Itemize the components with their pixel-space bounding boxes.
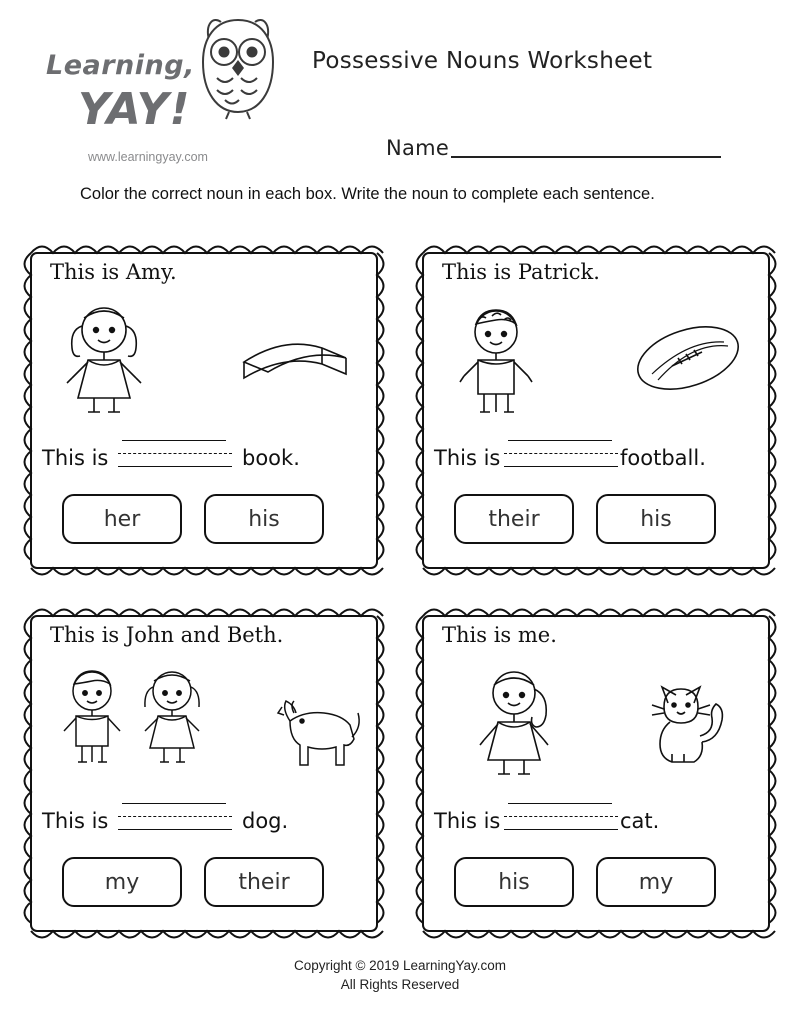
exercise-card-3 xyxy=(14,601,394,946)
name-field-row xyxy=(386,136,721,160)
choice-option-2[interactable]: my xyxy=(596,857,716,907)
card-content xyxy=(424,254,768,567)
boy-icon xyxy=(460,310,532,412)
card-illustration xyxy=(436,296,756,424)
card-prompt: This is me. xyxy=(442,623,557,647)
copyright-text: Copyright © 2019 LearningYay.com xyxy=(293,958,507,973)
sentence-prefix: This is xyxy=(434,446,501,470)
logo-word-yay: YAY! xyxy=(78,84,191,135)
choice-option-1[interactable]: their xyxy=(454,494,574,544)
sentence-suffix: cat. xyxy=(620,809,660,833)
sentence-prefix: This is xyxy=(42,809,109,833)
choice-row xyxy=(438,857,758,915)
book-icon xyxy=(244,344,346,378)
boy-icon xyxy=(64,671,120,762)
card-content xyxy=(32,617,376,930)
logo-word-learning: Learning, xyxy=(46,50,195,81)
dog-icon xyxy=(278,701,359,765)
choice-option-1[interactable]: her xyxy=(62,494,182,544)
choice-option-2[interactable]: his xyxy=(596,494,716,544)
answer-blank[interactable] xyxy=(118,799,234,833)
site-logo xyxy=(40,12,290,177)
card-prompt: This is Patrick. xyxy=(442,260,600,284)
choice-option-1[interactable]: my xyxy=(62,857,182,907)
card-illustration xyxy=(44,296,364,424)
choice-row xyxy=(46,494,366,552)
cat-icon xyxy=(652,687,722,762)
fill-in-sentence xyxy=(40,438,370,478)
fill-in-sentence xyxy=(432,438,762,478)
sentence-prefix: This is xyxy=(42,446,109,470)
card-content xyxy=(32,254,376,567)
choice-row xyxy=(438,494,758,552)
card-illustration xyxy=(44,659,364,787)
sentence-suffix: book. xyxy=(242,446,300,470)
card-content xyxy=(424,617,768,930)
football-icon xyxy=(630,315,746,400)
page-footer xyxy=(0,956,800,994)
girl-icon xyxy=(480,672,548,774)
page-title: Possessive Nouns Worksheet xyxy=(312,48,653,74)
answer-blank[interactable] xyxy=(504,799,620,833)
sentence-suffix: dog. xyxy=(242,809,289,833)
fill-in-sentence xyxy=(40,801,370,841)
exercise-card-2 xyxy=(406,238,786,583)
logo-url: www.learningyay.com xyxy=(88,150,208,164)
instructions-text: Color the correct noun in each box. Write the noun to complete each sentence. xyxy=(80,185,655,203)
sentence-prefix: This is xyxy=(434,809,501,833)
girl-icon xyxy=(145,672,199,762)
choice-option-2[interactable]: their xyxy=(204,857,324,907)
name-input-line[interactable] xyxy=(451,138,721,158)
worksheet-header xyxy=(0,0,800,180)
answer-blank[interactable] xyxy=(504,436,620,470)
card-prompt: This is Amy. xyxy=(50,260,177,284)
fill-in-sentence xyxy=(432,801,762,841)
sentence-suffix: football. xyxy=(620,446,706,470)
exercise-grid xyxy=(14,238,786,958)
choice-row xyxy=(46,857,366,915)
exercise-card-4 xyxy=(406,601,786,946)
card-illustration xyxy=(436,659,756,787)
owl-icon xyxy=(195,12,281,120)
rights-text: All Rights Reserved xyxy=(340,977,460,992)
girl-icon xyxy=(67,308,141,412)
name-label: Name xyxy=(386,136,450,160)
choice-option-2[interactable]: his xyxy=(204,494,324,544)
exercise-card-1 xyxy=(14,238,394,583)
answer-blank[interactable] xyxy=(118,436,234,470)
card-prompt: This is John and Beth. xyxy=(50,623,284,647)
choice-option-1[interactable]: his xyxy=(454,857,574,907)
